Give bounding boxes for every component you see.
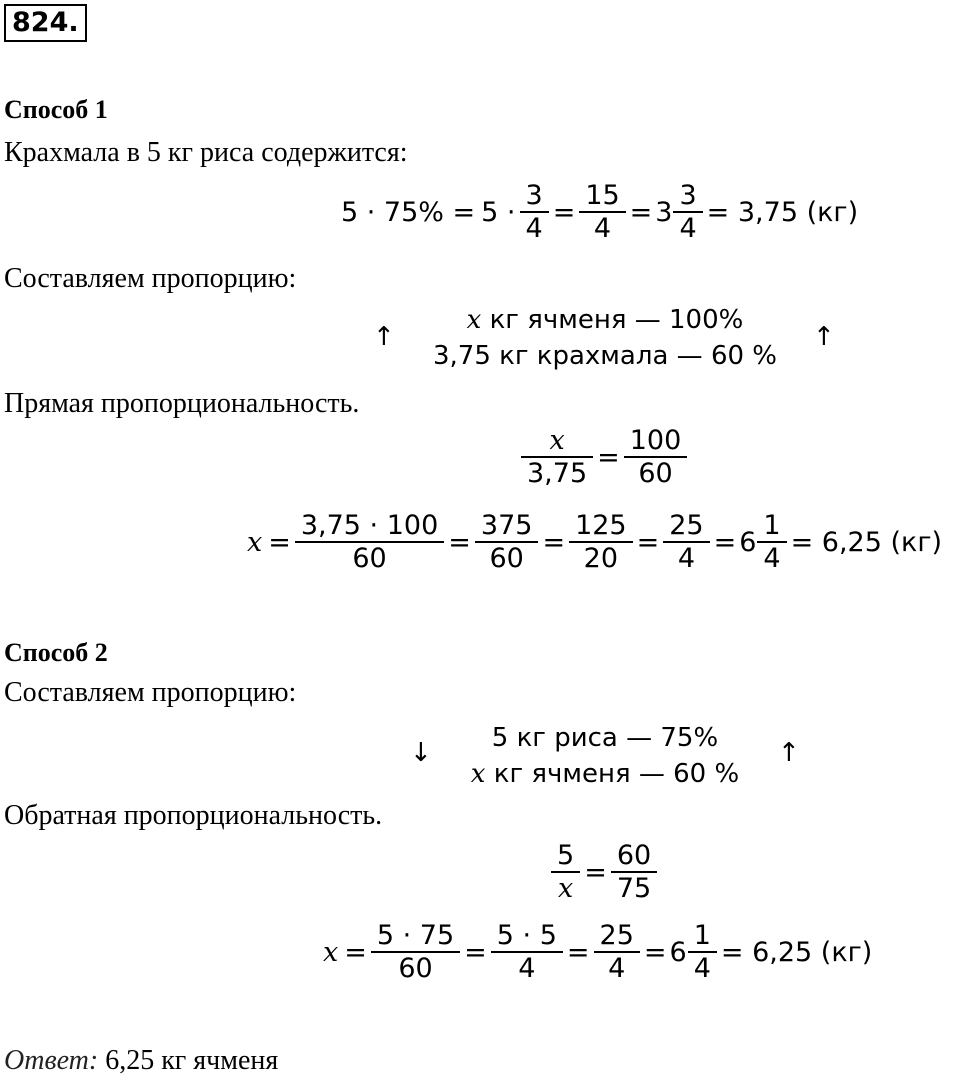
equals-sign: = xyxy=(643,936,667,968)
variable-x: x xyxy=(466,305,482,335)
denominator: 4 xyxy=(763,543,781,575)
denominator: 3,75 xyxy=(527,458,588,490)
denominator: 75 xyxy=(616,873,652,905)
method1-eq3 xyxy=(244,510,945,574)
fraction xyxy=(582,180,622,244)
numerator: 5 · 5 xyxy=(491,920,563,953)
denominator: 4 xyxy=(677,543,695,575)
eq-part: 5 · xyxy=(481,196,516,228)
equals-sign: = xyxy=(597,441,620,473)
numerator: 1 xyxy=(757,510,786,543)
fraction xyxy=(523,180,546,244)
method1-eq2 xyxy=(520,425,688,489)
proportion-row xyxy=(445,756,765,792)
equals-sign: = xyxy=(713,526,737,558)
method2-heading: Способ 2 xyxy=(4,638,108,667)
equals-sign: = xyxy=(552,196,576,228)
denominator: x xyxy=(557,873,574,905)
denominator: 60 xyxy=(489,543,524,575)
answer-label: Ответ: xyxy=(4,1045,99,1076)
proportion-row xyxy=(420,302,790,338)
equals-sign: = xyxy=(268,526,291,558)
fraction xyxy=(614,840,654,904)
numerator: 60 xyxy=(611,840,657,873)
variable-x: x xyxy=(247,526,263,558)
fraction xyxy=(627,425,685,489)
numerator: x xyxy=(521,425,593,458)
eq-part: 5 · 75% = xyxy=(341,196,476,228)
denominator: 4 xyxy=(693,953,711,985)
method1-line2: Составляем пропорцию: xyxy=(4,263,297,294)
method1-heading: Способ 1 xyxy=(4,95,108,124)
proportion-row-text: кг ячменя — 60 % xyxy=(485,759,740,789)
denominator: 4 xyxy=(593,213,612,245)
numerator: 100 xyxy=(624,425,688,458)
numerator: 125 xyxy=(569,510,633,543)
mixed-number xyxy=(739,510,787,574)
arrow-up-icon: ↑ xyxy=(778,738,800,768)
numerator: 15 xyxy=(579,180,625,213)
method1-proportion xyxy=(420,302,790,374)
eq-tail: = 3,75 (кг) xyxy=(706,196,859,228)
fraction xyxy=(298,510,441,574)
fraction xyxy=(478,510,536,574)
fraction xyxy=(572,510,630,574)
equals-sign: = xyxy=(542,526,566,558)
denominator: 20 xyxy=(583,543,619,575)
method2-eq1 xyxy=(550,840,658,904)
equals-sign: = xyxy=(584,856,607,888)
mixed-number xyxy=(655,180,703,244)
proportion-row-text: кг ячменя — 100% xyxy=(481,305,744,335)
denominator: 4 xyxy=(608,953,626,985)
fraction xyxy=(374,920,457,984)
equals-sign: = xyxy=(566,936,590,968)
variable-x: x xyxy=(323,936,339,968)
fraction xyxy=(597,920,637,984)
fraction xyxy=(760,510,783,574)
numerator: 25 xyxy=(663,510,709,543)
denominator: 4 xyxy=(518,953,536,985)
denominator: 60 xyxy=(398,953,433,985)
method1-eq1 xyxy=(338,180,861,244)
denominator: 4 xyxy=(679,213,697,245)
numerator: 3 xyxy=(520,180,549,213)
numerator: 5 xyxy=(551,840,580,873)
equals-sign: = xyxy=(629,196,653,228)
mixed-whole: 6 xyxy=(739,526,757,558)
eq-tail: = 6,25 (кг) xyxy=(720,936,873,968)
method2-eq2 xyxy=(320,920,875,984)
equals-sign: = xyxy=(464,936,487,968)
method2-line2: Обратная пропорциональность. xyxy=(4,800,383,831)
fraction xyxy=(494,920,560,984)
numerator: 25 xyxy=(594,920,640,953)
denominator: 60 xyxy=(352,543,387,575)
arrow-up-icon: ↑ xyxy=(373,322,395,352)
mixed-whole: 6 xyxy=(669,936,687,968)
proportion-row: 5 кг риса — 75% xyxy=(491,723,719,753)
fraction xyxy=(691,920,714,984)
arrow-up-icon: ↑ xyxy=(813,322,835,352)
equals-sign: = xyxy=(636,526,660,558)
fraction xyxy=(524,425,590,489)
fraction xyxy=(676,180,699,244)
numerator: 5 · 75 xyxy=(371,920,460,953)
numerator: 3,75 · 100 xyxy=(295,510,444,543)
proportion-row: 3,75 кг крахмала — 60 % xyxy=(433,341,777,371)
answer-value: 6,25 кг ячменя xyxy=(98,1045,279,1076)
eq-tail: = 6,25 (кг) xyxy=(790,526,943,558)
answer-line xyxy=(4,1045,278,1077)
numerator: 1 xyxy=(688,920,717,953)
numerator: 3 xyxy=(673,180,702,213)
method1-line1: Крахмала в 5 кг риса содержится: xyxy=(4,137,408,168)
equals-sign: = xyxy=(344,936,367,968)
method2-line1: Составляем пропорцию: xyxy=(4,677,297,708)
equals-sign: = xyxy=(448,526,471,558)
numerator: 375 xyxy=(475,510,539,543)
mixed-whole: 3 xyxy=(655,196,673,228)
method2-proportion xyxy=(445,720,765,792)
variable-x: x xyxy=(470,759,486,789)
fraction xyxy=(554,840,577,904)
denominator: 60 xyxy=(638,458,673,490)
denominator: 4 xyxy=(525,213,543,245)
mixed-number xyxy=(670,920,718,984)
fraction xyxy=(666,510,706,574)
method1-line3: Прямая пропорциональность. xyxy=(4,388,360,419)
arrow-down-icon: ↓ xyxy=(410,738,432,768)
problem-number: 824. xyxy=(4,4,87,42)
